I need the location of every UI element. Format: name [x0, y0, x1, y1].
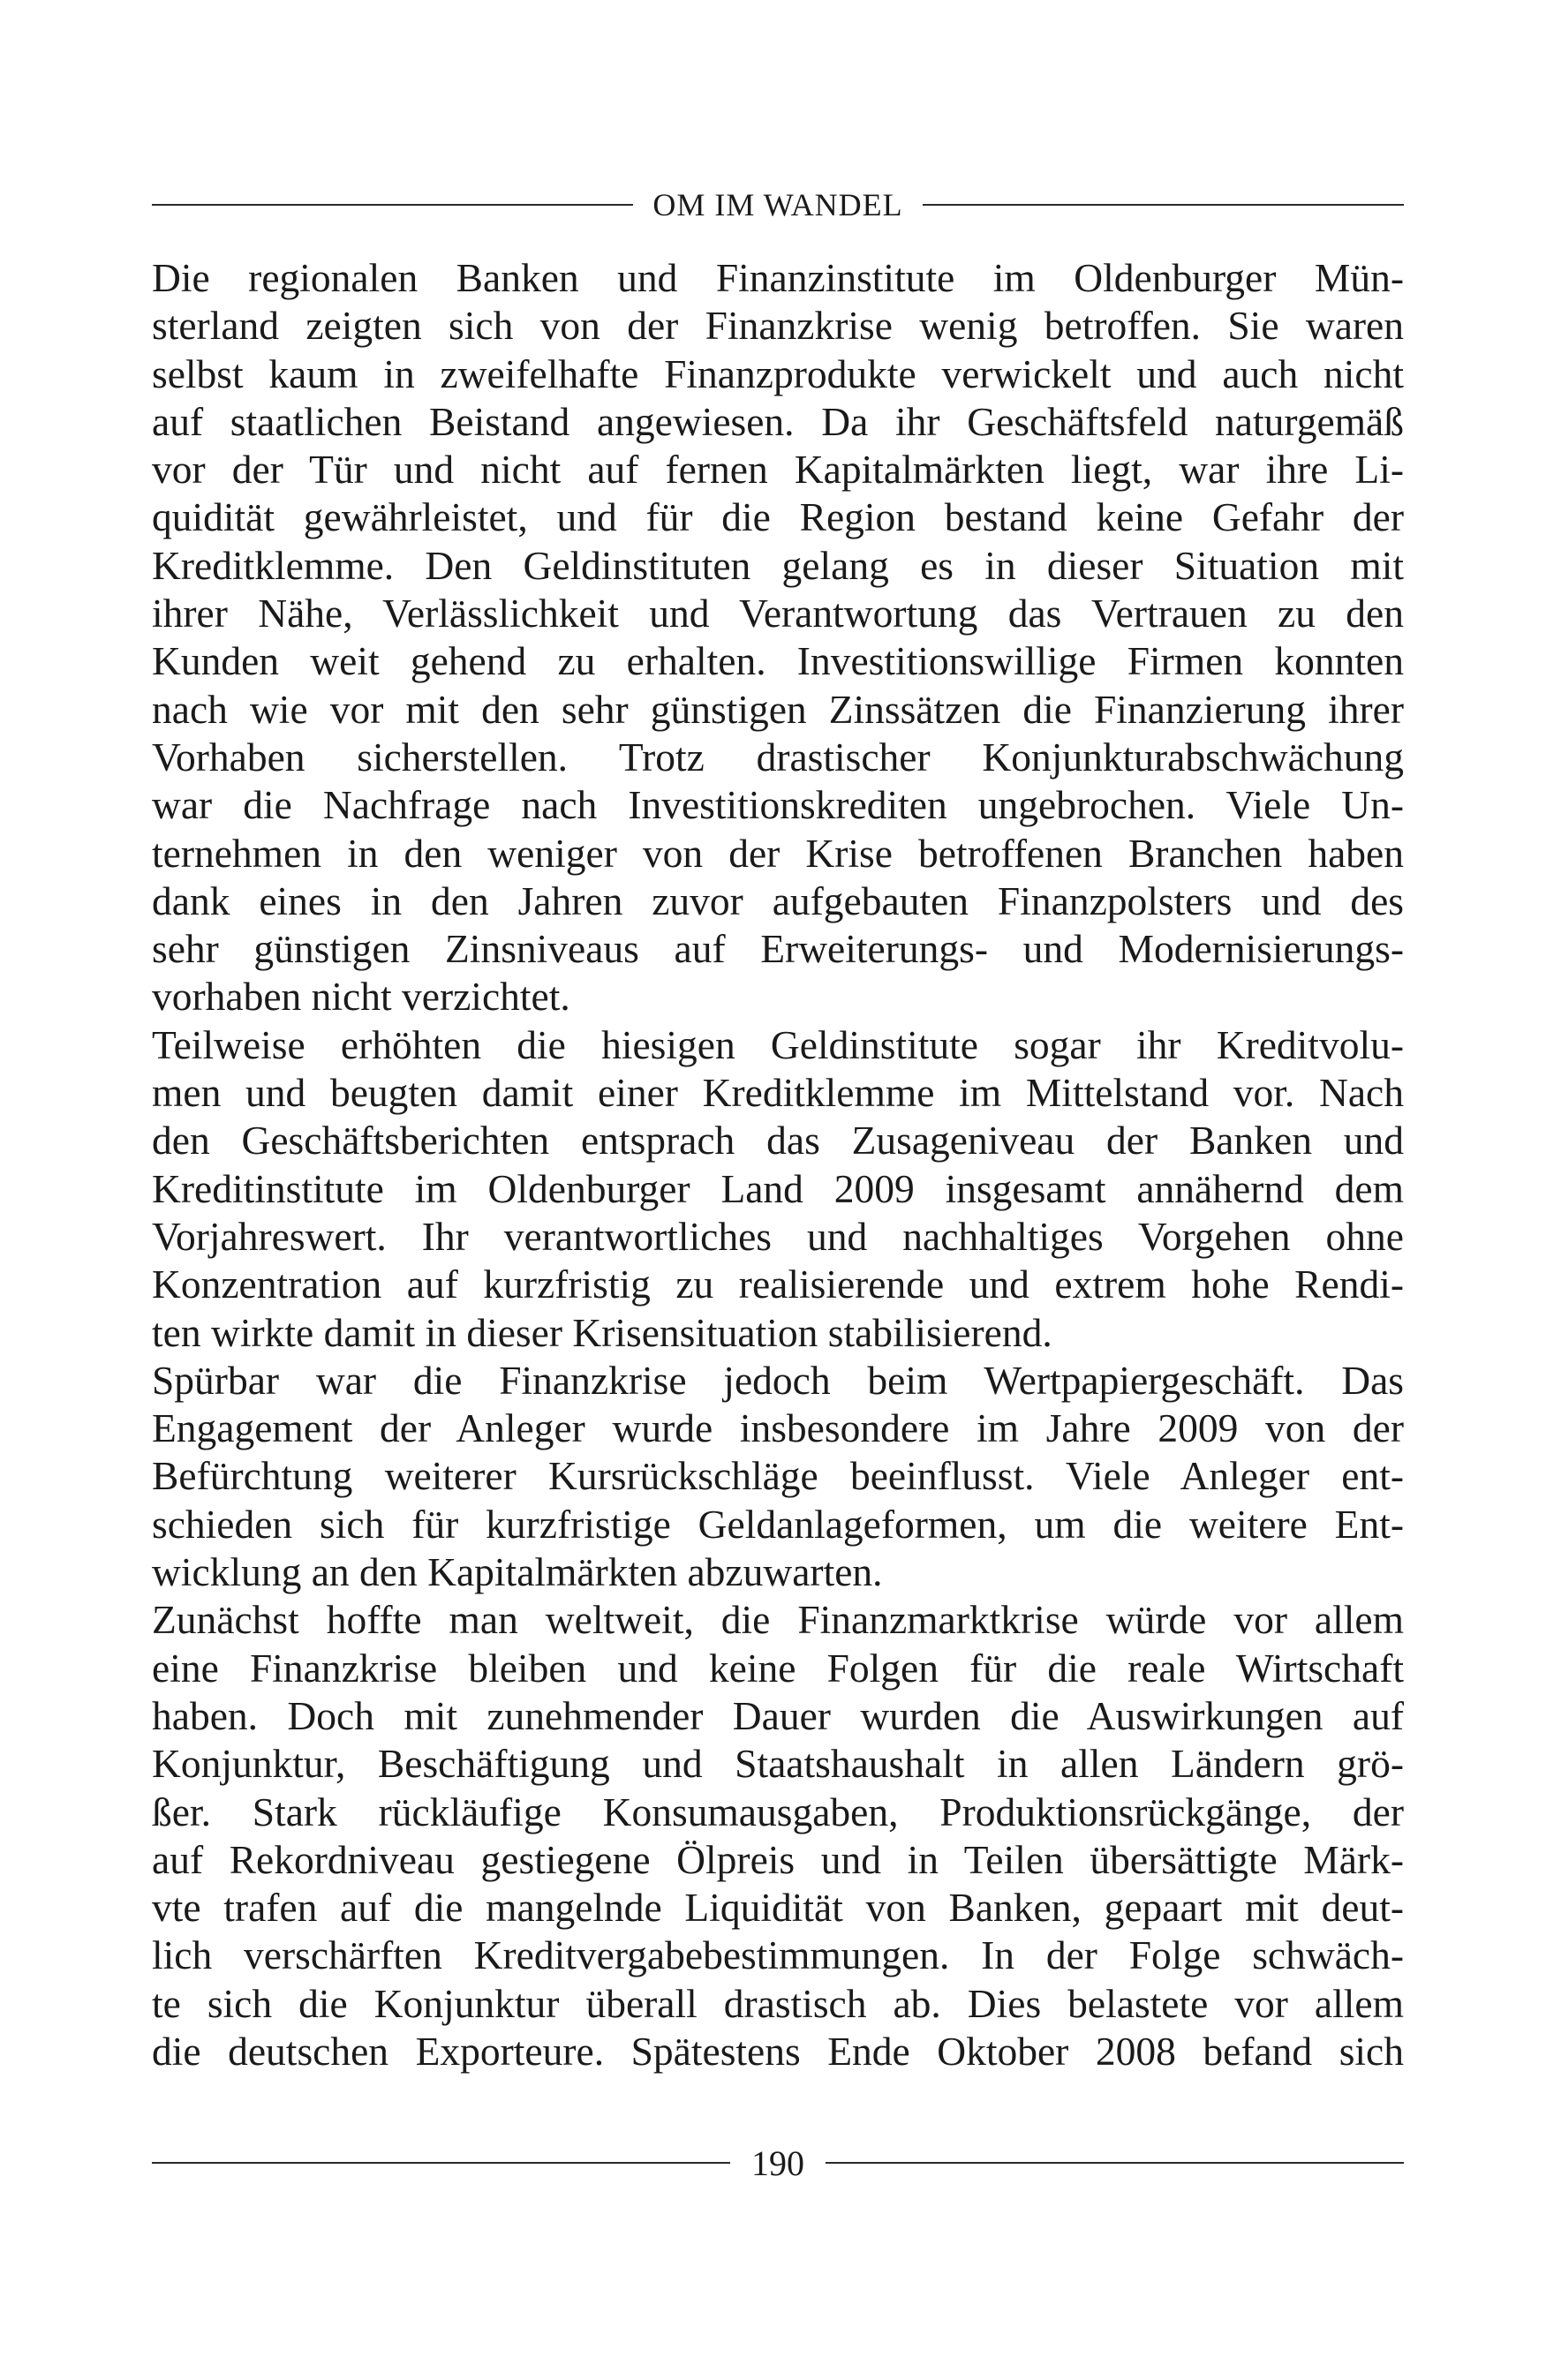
- text-line: Die regionalen Banken und Finanzinstitute im Oldenburger Mün-: [152, 255, 1404, 300]
- text-line: schieden sich für kurzfristige Geldanlageformen, um die weitere Ent-: [152, 1501, 1404, 1547]
- text-line: die deutschen Exporteure. Spätestens Ende Oktober 2008 befand sich: [152, 2028, 1404, 2074]
- text-line: Teilweise erhöhten die hiesigen Geldinstitute sogar ihr Kreditvolu-: [152, 1021, 1404, 1067]
- page-footer: [152, 2136, 1404, 2189]
- text-line: ten wirkte damit in dieser Krisensituation stabilisierend.: [152, 1309, 1052, 1355]
- text-line: quidität gewährleistet, und für die Region bestand keine Gefahr der: [152, 494, 1404, 540]
- paragraph: [152, 1021, 1404, 1357]
- text-line: haben. Doch mit zunehmender Dauer wurden die Auswirkungen auf: [152, 1692, 1404, 1738]
- text-line: Spürbar war die Finanzkrise jedoch beim Wertpapiergeschäft. Das: [152, 1357, 1404, 1403]
- text-line: wicklung an den Kapitalmärkten abzuwarten.: [152, 1549, 883, 1595]
- text-line: selbst kaum in zweifelhafte Finanzprodukte verwickelt und auch nicht: [152, 350, 1404, 396]
- page-number: 190: [751, 2143, 804, 2183]
- paragraph: [152, 1596, 1404, 2075]
- text-line: war die Nachfrage nach Investitionskrediten ungebrochen. Viele Un-: [152, 782, 1404, 828]
- text-line: nach wie vor mit den sehr günstigen Zinssätzen die Finanzierung ihrer: [152, 686, 1404, 732]
- text-line: ihrer Nähe, Verlässlichkeit und Verantwortung das Vertrauen zu den: [152, 591, 1404, 636]
- header-rule-right: [923, 204, 1404, 206]
- footer-rule-right: [826, 2162, 1404, 2164]
- text-line: auf staatlichen Beistand angewiesen. Da ihr Geschäftsfeld naturgemäß: [152, 398, 1404, 444]
- paragraph: [152, 254, 1404, 1021]
- running-header: [152, 178, 1404, 231]
- text-line: sehr günstigen Zinsniveaus auf Erweiterungs- und Modernisierungs-: [152, 926, 1404, 972]
- text-line: Zunächst hoffte man weltweit, die Finanzmarktkrise würde vor allem: [152, 1597, 1404, 1643]
- body-text: [152, 254, 1404, 2075]
- text-line: lich verschärften Kreditvergabebestimmungen. In der Folge schwäch-: [152, 1932, 1404, 1978]
- text-line: Vorjahreswert. Ihr verantwortliches und nachhaltiges Vorgehen ohne: [152, 1213, 1404, 1259]
- text-line: sterland zeigten sich von der Finanzkrise wenig betroffen. Sie waren: [152, 303, 1404, 349]
- paragraph: [152, 1357, 1404, 1596]
- running-title: OM IM WANDEL: [652, 187, 903, 222]
- text-line: vorhaben nicht verzichtet.: [152, 974, 570, 1020]
- text-line: den Geschäftsberichten entsprach das Zusageniveau der Banken und: [152, 1118, 1404, 1164]
- text-line: Befürchtung weiterer Kursrückschläge beeinflusst. Viele Anleger ent-: [152, 1453, 1404, 1499]
- text-line: ßer. Stark rückläufige Konsumausgaben, Produktionsrückgänge, der: [152, 1789, 1404, 1834]
- text-line: Kunden weit gehend zu erhalten. Investitionswillige Firmen konnten: [152, 638, 1404, 684]
- header-rule-left: [152, 204, 633, 206]
- text-line: vte trafen auf die mangelnde Liquidität von Banken, gepaart mit deut-: [152, 1885, 1404, 1931]
- text-line: Konjunktur, Beschäftigung und Staatshaushalt in allen Ländern grö-: [152, 1741, 1404, 1787]
- text-line: eine Finanzkrise bleiben und keine Folgen für die reale Wirtschaft: [152, 1645, 1404, 1691]
- text-line: Engagement der Anleger wurde insbesondere im Jahre 2009 von der: [152, 1405, 1404, 1451]
- text-line: dank eines in den Jahren zuvor aufgebauten Finanzpolsters und des: [152, 877, 1404, 923]
- text-line: vor der Tür und nicht auf fernen Kapitalmärkten liegt, war ihre Li-: [152, 447, 1404, 493]
- text-line: Kreditinstitute im Oldenburger Land 2009 insgesamt annähernd dem: [152, 1165, 1404, 1211]
- text-line: auf Rekordniveau gestiegene Ölpreis und in Teilen übersättigte Märk-: [152, 1836, 1404, 1882]
- text-line: te sich die Konjunktur überall drastisch ab. Dies belastete vor allem: [152, 1980, 1404, 2026]
- footer-rule-left: [152, 2162, 730, 2164]
- text-line: men und beugten damit einer Kreditklemme im Mittelstand vor. Nach: [152, 1070, 1404, 1116]
- text-line: Kreditklemme. Den Geldinstituten gelang es in dieser Situation mit: [152, 542, 1404, 588]
- text-line: ternehmen in den weniger von der Krise betroffenen Branchen haben: [152, 830, 1404, 876]
- text-line: Vorhaben sicherstellen. Trotz drastischer Konjunkturabschwächung: [152, 734, 1404, 780]
- text-line: Konzentration auf kurzfristig zu realisierende und extrem hohe Rendi-: [152, 1262, 1404, 1307]
